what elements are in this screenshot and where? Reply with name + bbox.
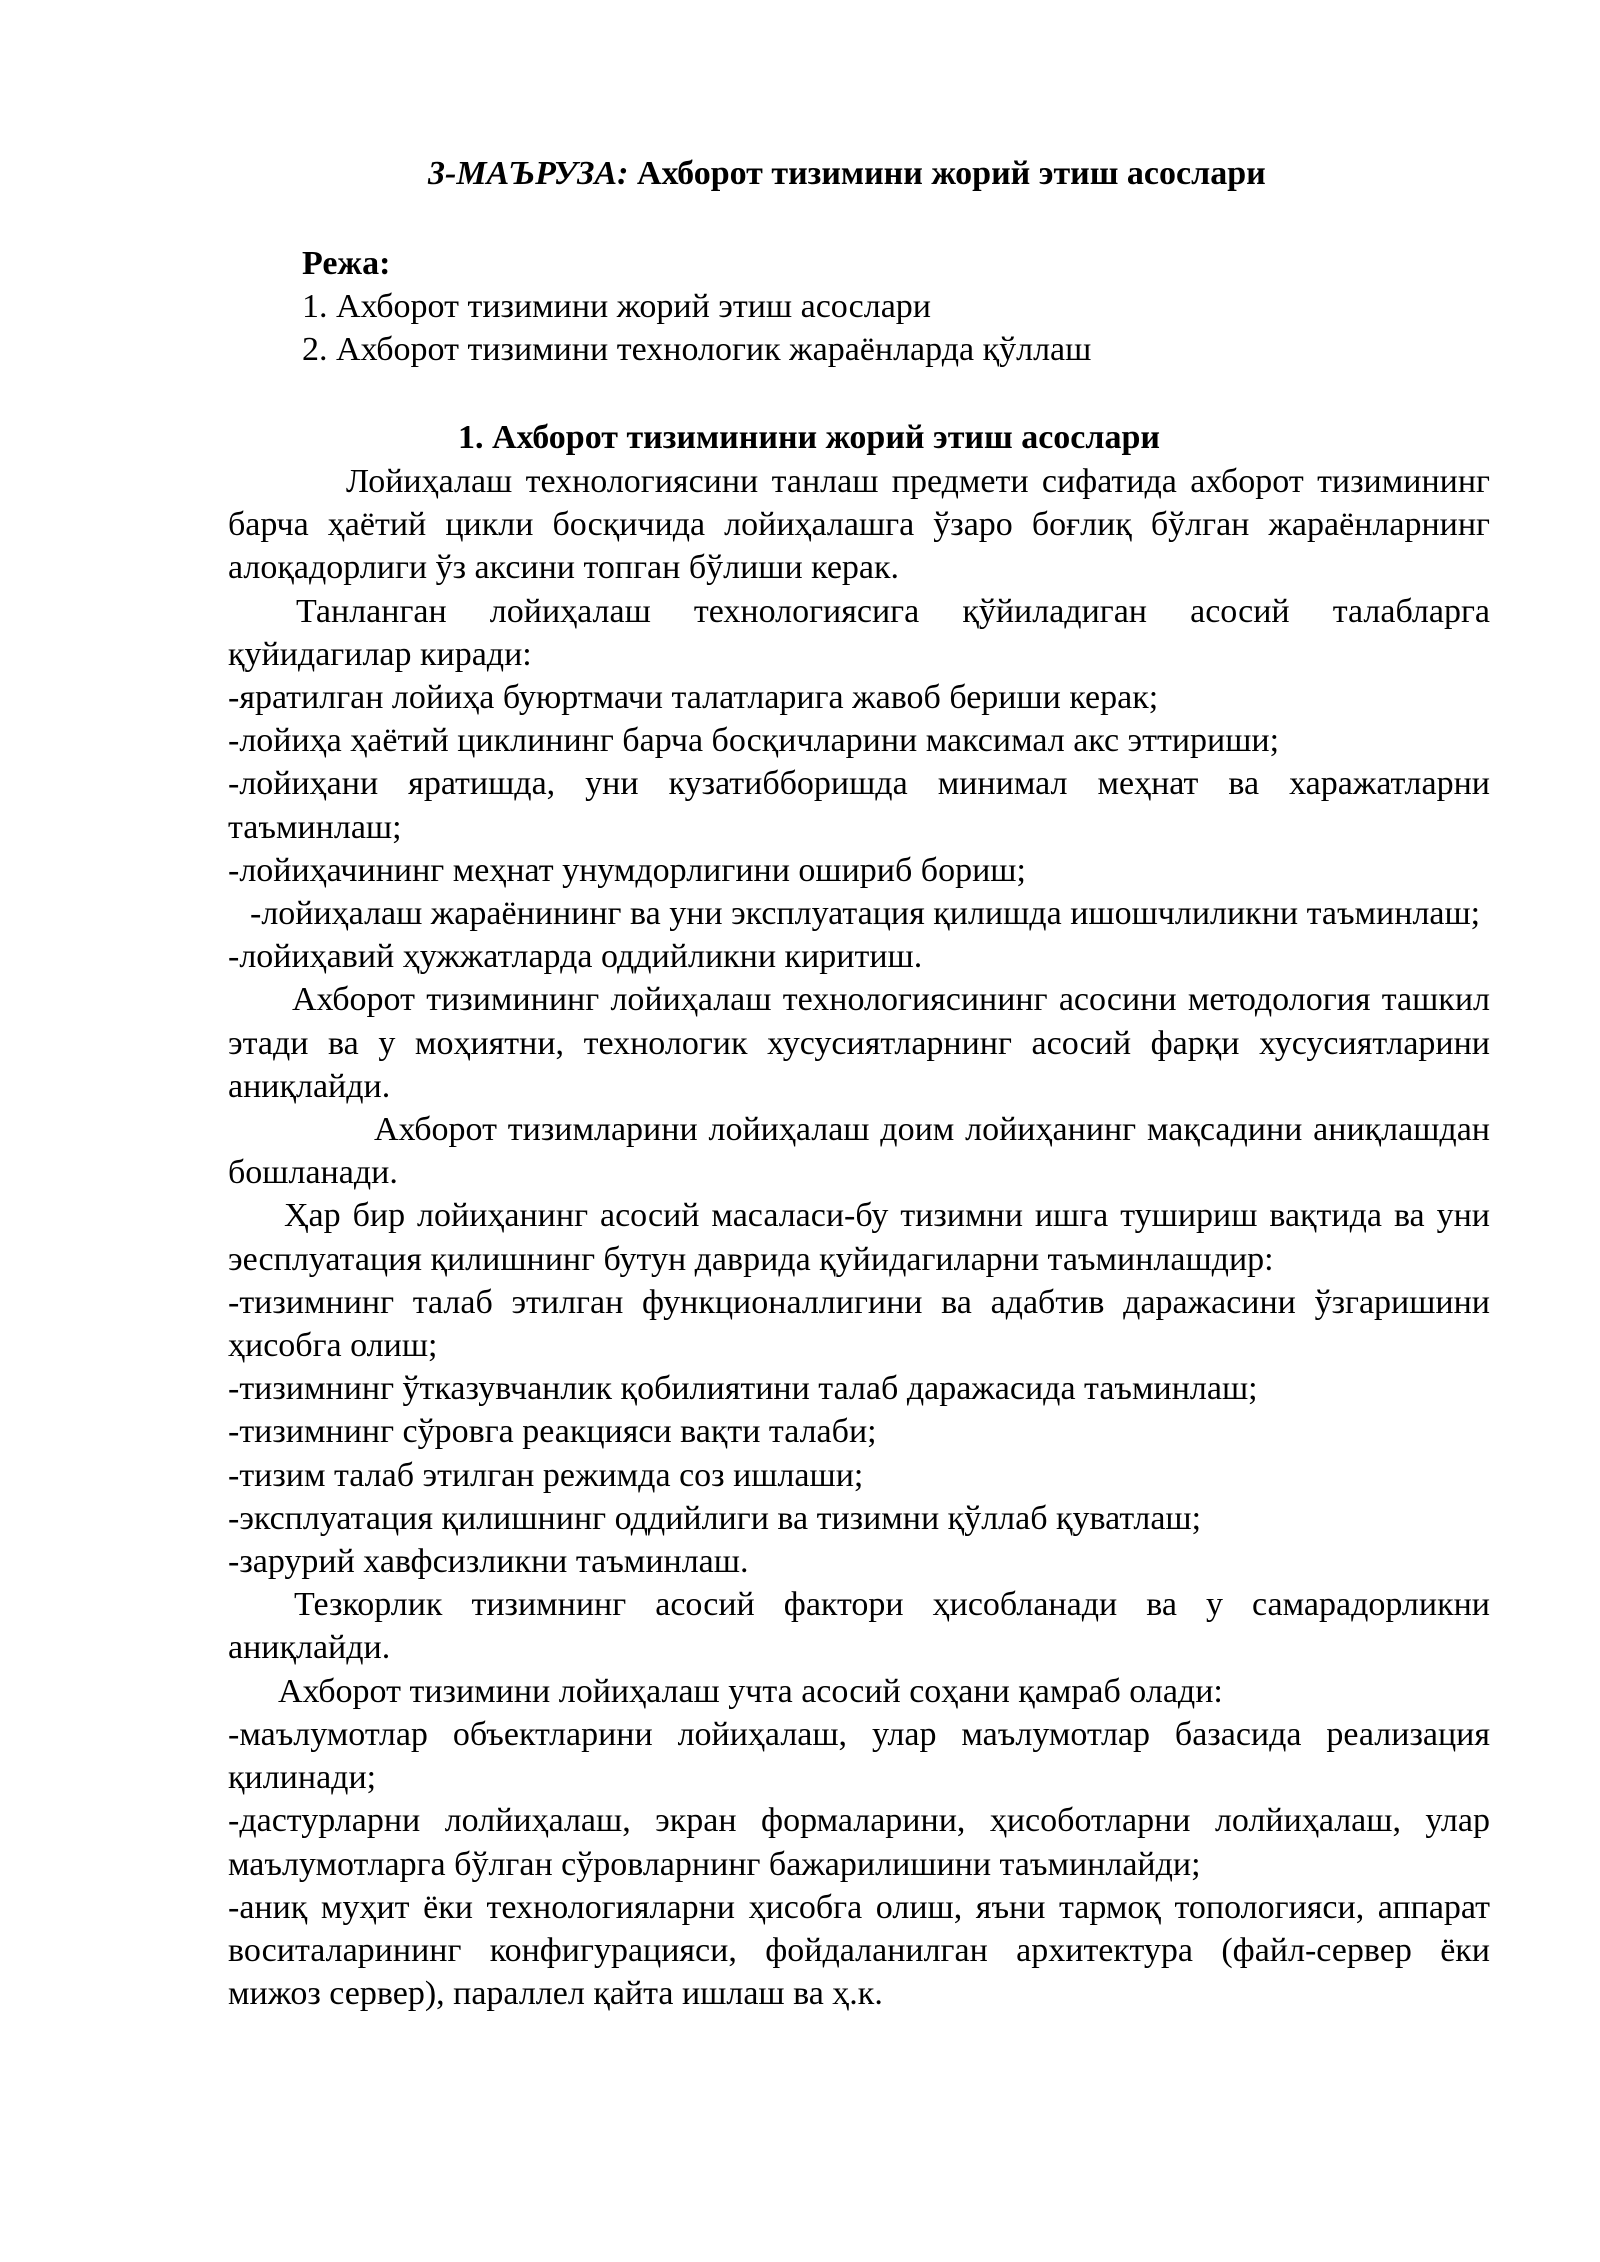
paragraph: Тезкорлик тизимнинг асосий фактори ҳисобланади ва у самарадорликни аниқлайди.: [228, 1586, 1490, 1667]
list-item: -маълумотлар объектларини лойиҳалаш, улар маълумотлар базасида реализация қилинади;: [228, 1715, 1490, 1797]
list-item: -лойиҳани яратишда, уни кузатибборишда минимал меҳнат ва харажатларни таъминлаш;: [228, 765, 1490, 846]
lecture-plan: [302, 242, 1091, 371]
list-item: -тизимнинг талаб этилган функционаллигини ва адабтив даражасини ўзгаришини ҳисобга олиш;: [228, 1283, 1490, 1365]
list-item: -тизимнинг ўтказувчанлик қобилиятини талаб даражасида таъминлаш;: [228, 1370, 1258, 1408]
plan-heading: Режа:: [302, 245, 391, 282]
paragraph: Танланган лойиҳалаш технологиясига қўйиладиган асосий талабларга қуйидагилар киради:: [228, 592, 1490, 673]
list-item: -зарурий хавфсизликни таъминлаш.: [228, 1543, 749, 1581]
section-heading: 1. Ахборот тизиминини жорий этиш асослари: [458, 419, 1160, 456]
list-item: -тизим талаб этилган режимда соз ишлаши;: [228, 1456, 864, 1494]
list-item: -яратилган лойиҳа буюртмачи талатларига жавоб бериши керак;: [228, 679, 1159, 717]
list-item: -лойиҳавий ҳужжатларда оддийликни киритиш.: [228, 938, 923, 976]
paragraph: Лойиҳалаш технологиясини танлаш предмети сифатида ахборот тизимининг барча ҳаётий цикли босқичида лойиҳалашга ўзаро боғлиқ бўлган жараёнларнинг алоқадорлиги ўз аксини топган бўлиши керак.: [228, 463, 1490, 587]
paragraph: Ахборот тизимларини лойиҳалаш доим лойиҳанинг мақсадини аниқлашдан бошланади.: [228, 1111, 1490, 1192]
lecture-topic: Ахборот тизимини жорий этиш асослари: [628, 155, 1266, 192]
plan-item: 2. Ахборот тизимини технологик жараёнларда қўллаш: [302, 331, 1092, 368]
plan-item: 1. Ахборот тизимини жорий этиш асослари: [302, 288, 931, 325]
list-item: -лойиҳачининг меҳнат унумдорлигини ошириб бориш;: [228, 851, 1026, 889]
list-item: -лойиҳа ҳаётий циклининг барча босқичларини максимал акс эттириши;: [228, 722, 1280, 760]
section-body: [228, 460, 1490, 2015]
lecture-number: 3-МАЪРУЗА:: [428, 155, 629, 192]
list-item: -аниқ муҳит ёки технологияларни ҳисобга олиш, яъни тармоқ топологияси, аппарат воситаларининг конфигурацияси, фойдаланилган архитектура (файл-сервер ёки мижоз сервер), параллел қайта ишлаш ва ҳ.к.: [228, 1888, 1490, 2013]
paragraph: Ҳар бир лойиҳанинг асосий масаласи-бу тизимни ишга тушириш вақтида ва уни эесплуатация қилишнинг бутун даврида қуйидагиларни таъминлашдир:: [228, 1197, 1490, 1278]
list-item: -эксплуатация қилишнинг оддийлиги ва тизимни қўллаб қуватлаш;: [228, 1499, 1202, 1537]
list-item: -тизимнинг сўровга реакцияси вақти талаби;: [228, 1413, 877, 1451]
paragraph: Ахборот тизимини лойиҳалаш учта асосий соҳани қамраб олади:: [278, 1672, 1223, 1710]
list-item: -лойиҳалаш жараёнининг ва уни эксплуатация қилишда ишошчлиликни таъминлаш;: [250, 895, 1481, 933]
paragraph: Ахборот тизимининг лойиҳалаш технологиясининг асосини методология ташкил этади ва у моҳиятни, технологик хусусиятларнинг асосий фарқи хусусиятларини аниқлайди.: [228, 981, 1490, 1105]
lecture-title: [428, 152, 1266, 196]
list-item: -дастурларни лолйиҳалаш, экран формаларини, ҳисоботларни лолйиҳалаш, улар маълумотларга бўлган сўровларнинг бажарилишини таъминлайди;: [228, 1802, 1490, 1883]
